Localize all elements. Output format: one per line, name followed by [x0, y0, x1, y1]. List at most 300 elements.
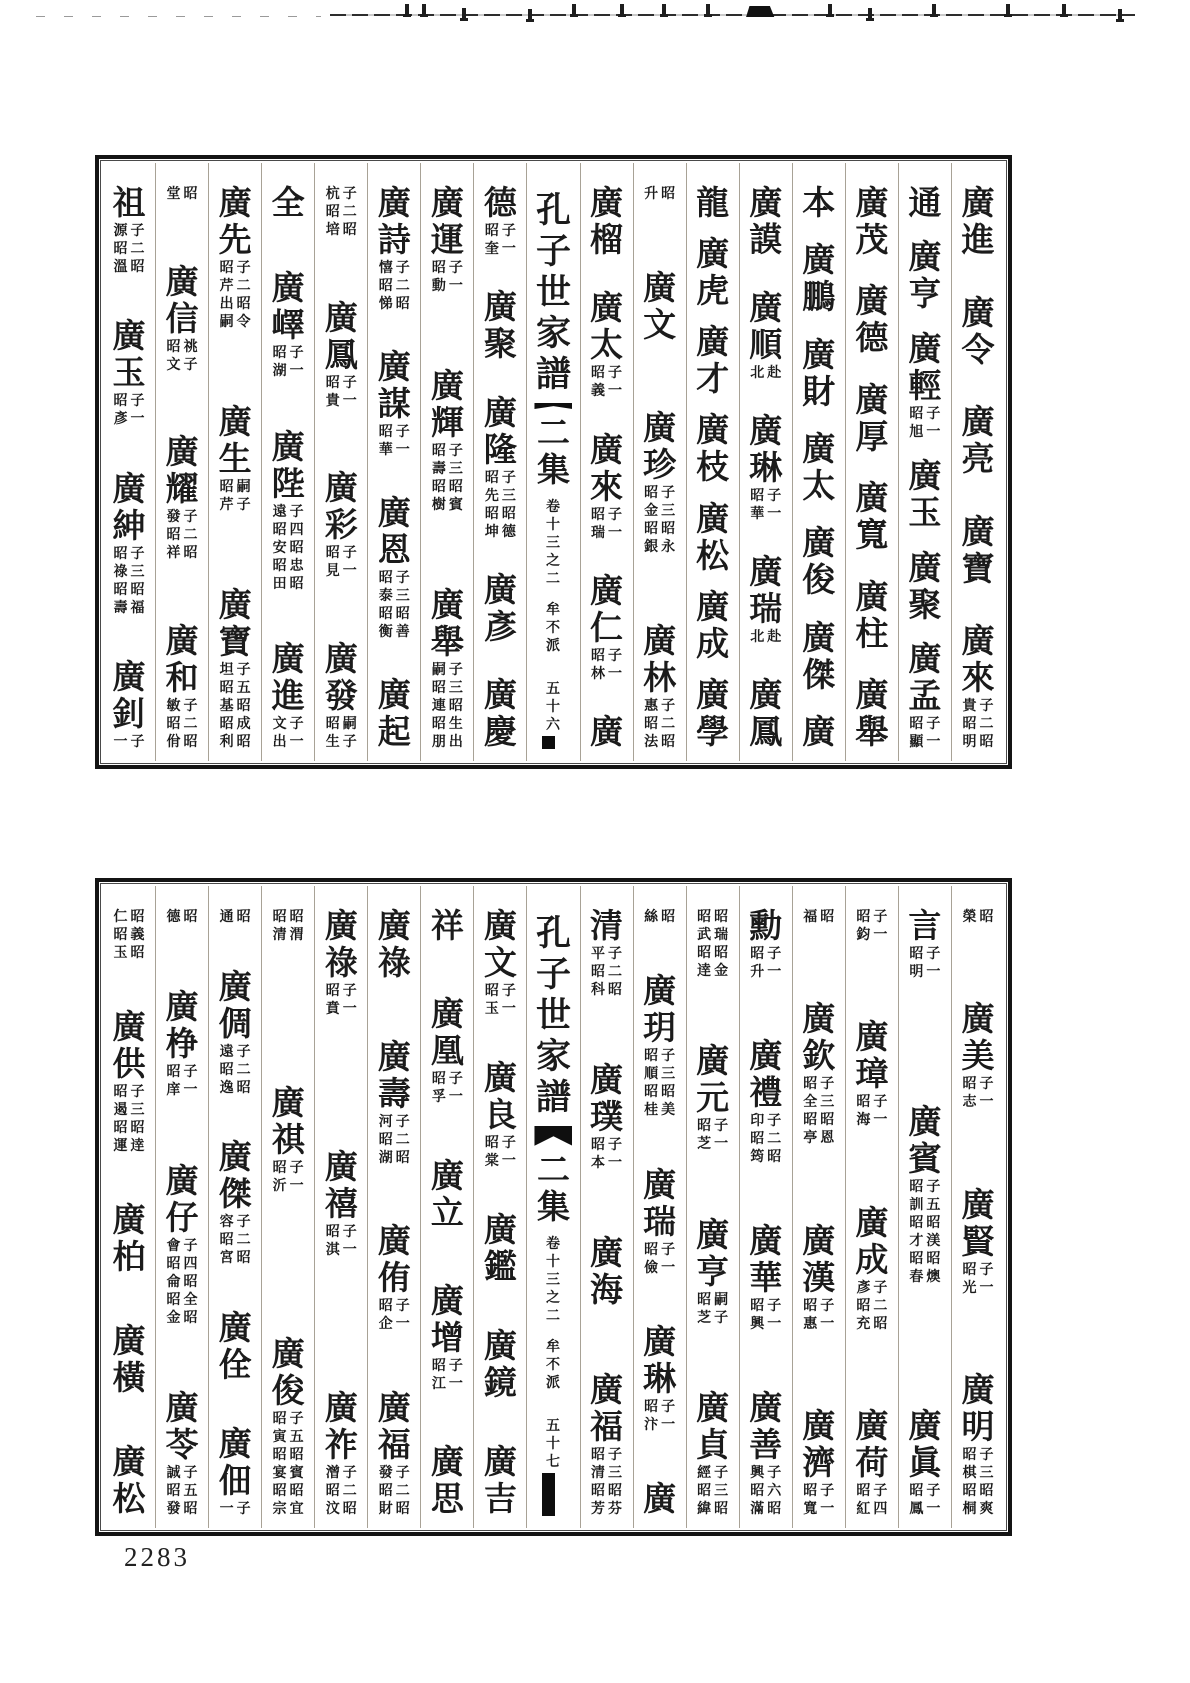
annotation-row: 昭昭	[962, 1483, 997, 1499]
name-char: 廣	[802, 1223, 836, 1260]
column-content	[793, 163, 845, 761]
annotation-row: 昭子	[803, 1077, 838, 1093]
annotation-row: 堂昭	[166, 187, 201, 202]
name-entry	[696, 237, 729, 311]
name-entry	[482, 396, 519, 542]
annotation-row: 佾昭	[166, 734, 201, 750]
name-char: 漢	[802, 1260, 836, 1297]
annotation-row: 昭子	[378, 1299, 413, 1315]
name-entry	[641, 411, 678, 557]
name-char: 廣	[961, 1187, 995, 1224]
name-char: 賓	[908, 1141, 942, 1178]
genealogy-column	[951, 163, 1004, 761]
annotation-row: 興一	[750, 1317, 785, 1332]
title-char: 孔	[535, 191, 571, 230]
annotation-row: 昭子	[431, 261, 466, 276]
name-char: 福	[377, 1427, 411, 1464]
name-entry	[219, 1311, 252, 1385]
name-char: 林	[643, 660, 677, 697]
annotation-row: 培昭	[325, 223, 360, 238]
name-char: 廣	[696, 677, 730, 714]
annotation-row: 滿昭	[750, 1502, 785, 1517]
name-char: 廣	[590, 186, 624, 222]
name-entry	[747, 909, 784, 982]
column-content	[687, 886, 739, 1528]
name-char: 進	[271, 678, 305, 715]
name-char: 寶	[218, 625, 252, 661]
name-entry	[747, 1039, 784, 1167]
annotation-row: 淇一	[325, 1243, 360, 1258]
column-content	[421, 163, 473, 761]
annotation-row: 清三	[591, 1466, 626, 1481]
name-entry	[110, 319, 147, 429]
name-char: 廣	[696, 1217, 730, 1254]
name-char: 玉	[112, 356, 146, 393]
name-char: 廣	[112, 319, 146, 356]
annotation-row: 昭子	[219, 261, 254, 276]
name-char: 廣	[430, 1158, 464, 1195]
annotation-row: 嗣令	[219, 315, 254, 330]
name-char: 寬	[855, 518, 889, 555]
title-char: 孔	[535, 914, 571, 953]
annotation-row: 奎一	[484, 242, 519, 257]
column-content	[103, 886, 155, 1528]
genealogy-column	[155, 886, 208, 1528]
name-char: 廣	[112, 1324, 146, 1360]
name-char: 廣	[377, 1390, 411, 1427]
name-char: 本	[802, 186, 836, 222]
volume-bar	[542, 1473, 555, 1516]
column-content	[315, 886, 367, 1528]
name-char: 言	[908, 909, 942, 945]
name-entry	[164, 990, 201, 1100]
name-entry	[855, 284, 888, 358]
annotation-row: 昭子	[644, 1049, 679, 1065]
annotation-row: 彥子	[856, 1280, 891, 1296]
name-char: 廣	[749, 1039, 783, 1075]
annotation-row: 發昭	[166, 1501, 201, 1517]
binding-dash-line	[36, 16, 321, 17]
name-char: 廣	[377, 350, 411, 386]
column-content	[527, 886, 579, 1528]
chapter-char: 十	[545, 517, 561, 533]
name-char: 廣	[908, 641, 942, 678]
annotation-row: 才渼	[909, 1233, 944, 1249]
annotation-row: 昭子	[431, 1358, 466, 1374]
name-char: 佺	[218, 1347, 252, 1384]
name-entry	[855, 580, 888, 654]
annotation-row: 科昭	[591, 983, 626, 998]
name-entry	[802, 526, 835, 600]
title-char: 二	[536, 415, 570, 452]
name-char: 廣	[165, 1390, 199, 1427]
name-char: 廣	[696, 237, 730, 274]
name-entry	[376, 1040, 413, 1168]
name-entry	[482, 186, 519, 259]
annotation-row: 昭子	[750, 1299, 785, 1314]
name-char: 彩	[324, 508, 358, 545]
binding-tick	[462, 8, 466, 20]
name-char: 亮	[961, 442, 995, 478]
name-entry	[696, 186, 729, 223]
genealogy-column	[951, 886, 1004, 1528]
name-char: 輕	[908, 368, 942, 405]
annotation-row: 昭子	[378, 425, 413, 440]
name-entry	[484, 1445, 517, 1519]
name-char: 德	[855, 321, 889, 358]
name-char: 廣	[908, 1104, 942, 1141]
name-char: 廣	[324, 1150, 358, 1186]
chapter-char: 三	[545, 535, 561, 551]
name-char: 運	[430, 223, 464, 259]
name-entry	[110, 1010, 147, 1156]
name-char: 生	[218, 442, 252, 478]
annotation-row: 華一	[750, 507, 785, 522]
name-char: 清	[590, 909, 624, 945]
name-entry	[112, 1445, 145, 1519]
genealogy-column	[845, 163, 898, 761]
annotation-row: 昭二	[219, 1233, 254, 1248]
name-char: 思	[430, 1482, 464, 1518]
annotation-row: 昭義	[113, 928, 148, 943]
annotation-row: 文子	[166, 357, 201, 373]
name-entry	[429, 186, 466, 296]
branch-label	[546, 1339, 561, 1393]
annotation-row: 光一	[962, 1280, 997, 1296]
name-char: 廣	[802, 1002, 836, 1039]
name-char: 廣	[218, 1140, 252, 1176]
name-entry	[323, 1150, 360, 1260]
annotation-row: 河子	[378, 1114, 413, 1130]
name-char: 廣	[218, 405, 252, 441]
name-char: 鳳	[749, 715, 783, 751]
name-entry	[590, 1236, 623, 1310]
annotation-row: 昭二	[378, 1483, 413, 1499]
column-content	[262, 163, 314, 761]
name-entry	[590, 715, 623, 752]
annotation-row: 絲昭	[644, 910, 679, 925]
name-char: 璋	[855, 1057, 889, 1094]
annotation-row: 遏三	[113, 1103, 148, 1118]
annotation-row: 一子	[219, 1502, 254, 1517]
annotation-entry	[800, 909, 837, 927]
name-char: 信	[165, 301, 199, 338]
name-entry	[906, 909, 943, 982]
name-char: 廣	[908, 331, 942, 368]
page-number: 2283	[124, 1542, 190, 1572]
name-entry	[588, 291, 625, 401]
genealogy-column	[473, 163, 526, 761]
annotation-row: 昭子	[484, 1136, 519, 1151]
column-content	[156, 886, 208, 1528]
name-entry	[431, 1445, 464, 1519]
column-content	[262, 886, 314, 1528]
annotation-entry	[164, 909, 201, 927]
name-char: 柏	[112, 1240, 146, 1276]
annotation-row: 昭子	[378, 571, 413, 586]
annotation-entry	[217, 909, 254, 927]
annotation-row: 貴一	[325, 393, 360, 409]
genealogy-column	[686, 886, 739, 1528]
name-char: 鳳	[324, 337, 358, 374]
annotation-row: 北赴	[750, 366, 785, 381]
annotation-entry	[641, 909, 678, 927]
annotation-row: 訓五	[909, 1197, 944, 1213]
name-entry	[694, 1218, 731, 1328]
annotation-row: 昭三	[697, 1483, 732, 1499]
genealogy-column	[261, 886, 314, 1528]
annotation-row: 昭嗣	[325, 716, 360, 732]
name-char: 廣	[855, 1205, 889, 1242]
annotation-row: 宴賓	[272, 1466, 307, 1481]
annotation-row: 昭子	[803, 1483, 838, 1499]
name-char: 廣	[430, 1283, 464, 1320]
name-char: 廣	[218, 588, 252, 624]
annotation-row: 溫昭	[113, 260, 148, 275]
binding-tick	[1062, 4, 1066, 16]
name-char: 詩	[377, 223, 411, 259]
name-char: 廣	[324, 471, 358, 508]
title-column	[526, 163, 579, 761]
name-char: 廣	[590, 1063, 624, 1099]
name-char: 發	[324, 678, 358, 715]
name-char: 祺	[271, 1123, 305, 1159]
annotation-row: 庠一	[166, 1083, 201, 1099]
name-entry	[959, 624, 996, 752]
name-entry	[164, 265, 201, 375]
name-char: 祖	[112, 186, 146, 222]
name-char: 廣	[590, 1373, 624, 1409]
annotation-row: 文子	[272, 716, 307, 732]
name-char: 廣	[855, 186, 889, 222]
column-grid	[103, 886, 1004, 1528]
genealogy-column	[155, 163, 208, 761]
name-char: 廣	[643, 1482, 677, 1518]
annotation-row: 昭子	[484, 984, 519, 999]
chapter-char: 三	[545, 1272, 561, 1288]
volume-bar	[542, 736, 555, 749]
name-entry	[696, 590, 729, 664]
annotation-row: 昭二	[166, 716, 201, 732]
name-entry	[217, 588, 254, 752]
name-entry	[694, 1044, 731, 1154]
name-entry	[696, 502, 729, 576]
name-char: 倜	[218, 1006, 252, 1043]
annotation-row: 印子	[750, 1114, 785, 1129]
name-char: 彥	[483, 609, 517, 646]
annotation-entry	[270, 909, 307, 945]
annotation-row: 興子	[750, 1466, 785, 1481]
annotation-row: 壽福	[113, 600, 148, 616]
name-entry	[323, 301, 360, 411]
name-char: 廣	[855, 677, 889, 714]
name-char: 廣	[643, 270, 677, 307]
annotation-row: 志一	[962, 1095, 997, 1111]
column-content	[527, 163, 579, 761]
annotation-row: 昭子	[697, 1119, 732, 1135]
annotation-row: 壽三	[431, 462, 466, 477]
name-char: 福	[590, 1410, 624, 1446]
name-entry	[112, 1203, 145, 1277]
name-char: 廣	[590, 715, 624, 751]
branch-label	[546, 602, 561, 656]
name-char: 廣	[112, 1445, 146, 1481]
name-char: 廣	[271, 429, 305, 466]
name-entry	[270, 1337, 307, 1519]
name-entry	[217, 405, 254, 515]
name-entry	[429, 1284, 466, 1394]
annotation-row: 衡善	[378, 625, 413, 640]
name-entry	[855, 481, 888, 555]
name-char: 荷	[855, 1445, 889, 1482]
annotation-row: 昭昭	[644, 1085, 679, 1101]
title-char: 家	[535, 1037, 571, 1076]
annotation-row: 昭子	[113, 546, 148, 562]
genealogy-column	[314, 886, 367, 1528]
name-char: 釗	[112, 696, 146, 733]
annotation-row: 昭昭	[378, 607, 413, 622]
binding-marks	[0, 0, 1190, 30]
annotation-row: 昭子	[113, 394, 148, 410]
name-char: 廣	[483, 678, 517, 714]
annotation-row: 昭子	[113, 1085, 148, 1100]
annotation-row: 昭子	[431, 444, 466, 459]
name-char: 供	[112, 1047, 146, 1083]
name-entry	[800, 1002, 837, 1148]
name-entry	[323, 909, 360, 1019]
folio-label	[546, 681, 561, 735]
name-char: 仔	[165, 1200, 199, 1237]
folio-char: 六	[545, 717, 561, 733]
branch-char: 不	[545, 1357, 561, 1373]
binding-base-line	[330, 14, 1135, 16]
name-entry	[429, 588, 466, 752]
annotation-row: 昭子	[591, 1448, 626, 1463]
genealogy-column	[103, 163, 155, 761]
annotation-row: 銀永	[644, 540, 679, 556]
name-entry	[696, 678, 729, 752]
name-entry	[588, 433, 625, 543]
name-entry	[961, 405, 994, 479]
name-char: 禧	[324, 1187, 358, 1223]
column-content	[103, 163, 155, 761]
name-char: 俊	[802, 563, 836, 600]
annotation-row: 昭子	[272, 1412, 307, 1427]
name-char: 廣	[377, 496, 411, 532]
annotation-row: 昭昭	[431, 480, 466, 495]
annotation-row: 昭子	[484, 224, 519, 239]
name-char: 寶	[961, 551, 995, 588]
genealogy-column	[367, 886, 420, 1528]
name-char: 虎	[696, 274, 730, 311]
annotation-row: 企一	[378, 1317, 413, 1333]
name-char: 琳	[749, 451, 783, 487]
folio-char: 十	[545, 1436, 561, 1452]
annotation-row: 昭子	[909, 1484, 944, 1499]
column-content	[209, 886, 261, 1528]
genealogy-column	[898, 163, 951, 761]
branch-char: 派	[545, 1375, 561, 1391]
name-char: 廣	[430, 369, 464, 405]
name-entry	[802, 338, 835, 412]
name-entry	[747, 555, 784, 647]
name-char: 善	[749, 1428, 783, 1464]
name-char: 廣	[590, 432, 624, 469]
annotation-row: 昭昭	[697, 946, 732, 961]
annotation-row: 旭一	[909, 424, 944, 440]
name-char: 廣	[218, 186, 252, 222]
annotation-row: 昭二	[644, 716, 679, 732]
annotation-row: 芹二	[219, 279, 254, 294]
fishtail-mark	[534, 1126, 572, 1146]
name-char: 廣	[696, 1044, 730, 1081]
name-char: 廣	[908, 240, 942, 277]
name-entry	[484, 1213, 517, 1287]
name-char: 廣	[908, 550, 942, 587]
name-char: 先	[218, 223, 252, 259]
binding-tick	[1118, 9, 1122, 21]
annotation-row: 昭子	[750, 489, 785, 504]
genealogy-column	[633, 886, 686, 1528]
annotation-row: 芳芬	[591, 1502, 626, 1517]
annotation-row: 出一	[272, 734, 307, 750]
column-content	[846, 163, 898, 761]
annotation-row: 孚一	[431, 1090, 466, 1106]
genealogy-column	[208, 886, 261, 1528]
binding-tick	[932, 4, 936, 16]
annotation-row: 昭子	[962, 1077, 997, 1093]
name-char: 廣	[377, 1039, 411, 1076]
name-char: 華	[749, 1261, 783, 1297]
annotation-row: 昭昭	[803, 1113, 838, 1129]
annotation-row: 生子	[325, 734, 360, 750]
annotation-row: 昭子	[484, 470, 519, 486]
name-char: 廣	[590, 291, 624, 328]
name-entry	[272, 186, 305, 223]
name-entry	[376, 186, 413, 314]
name-char: 廣	[377, 1224, 411, 1261]
annotation-row: 昭子	[803, 1298, 838, 1314]
name-entry	[482, 909, 519, 1019]
name-char: 廣	[271, 1337, 305, 1373]
binding-blob	[742, 6, 776, 17]
genealogy-column	[686, 163, 739, 761]
column-content	[793, 886, 845, 1528]
title-char: 子	[535, 955, 571, 994]
annotation-row: 惠子	[644, 698, 679, 714]
annotation-row: 玉一	[484, 1002, 519, 1017]
name-entry	[855, 383, 888, 457]
name-char: 仁	[590, 610, 624, 647]
annotation-row: 昭子	[431, 1072, 466, 1088]
name-char: 廣	[961, 1002, 995, 1039]
annotation-row: 亭恩	[803, 1131, 838, 1147]
name-entry	[164, 435, 201, 563]
name-entry	[429, 369, 466, 515]
name-char: 廣	[696, 325, 730, 362]
name-entry	[802, 243, 835, 317]
name-char: 廣	[802, 714, 836, 751]
name-char: 廣	[271, 1086, 305, 1122]
name-entry	[376, 1224, 413, 1334]
annotation-row: 昭子	[644, 1399, 679, 1415]
annotation-row: 見一	[325, 564, 360, 580]
branch-char: 派	[545, 638, 561, 654]
annotation-row: 祥昭	[166, 546, 201, 562]
annotation-row: 北赴	[750, 630, 785, 645]
name-entry	[484, 678, 517, 752]
annotation-row: 汴一	[644, 1417, 679, 1433]
